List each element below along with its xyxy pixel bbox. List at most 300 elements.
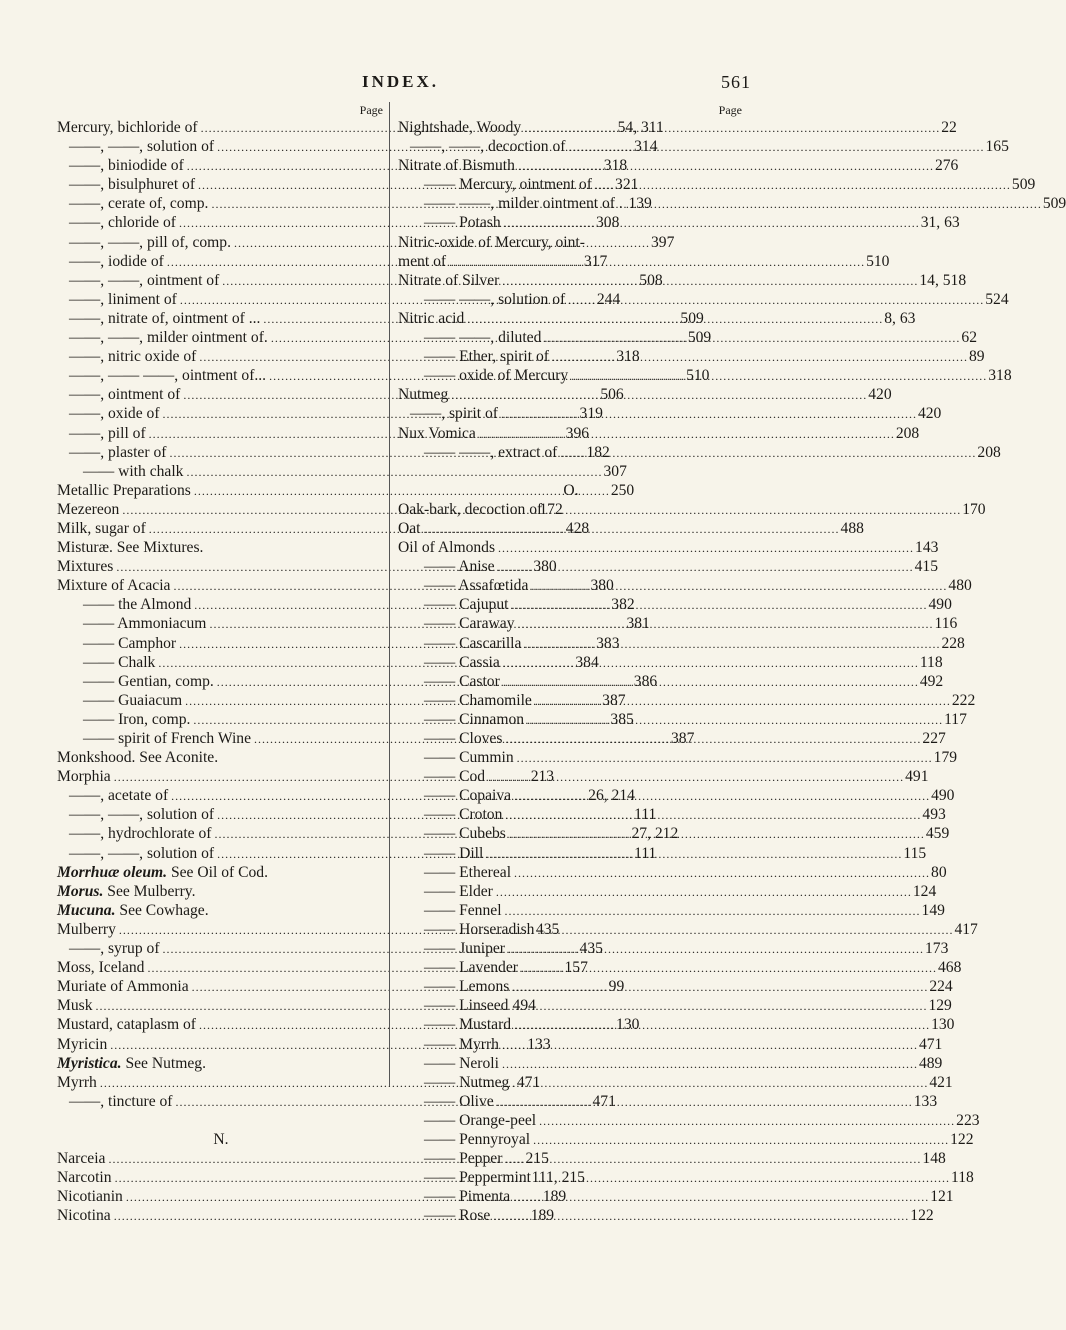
entry-term: Oat xyxy=(398,519,421,537)
entry-term: —— Lavender xyxy=(424,959,518,977)
dot-leader xyxy=(509,824,923,844)
index-entry xyxy=(398,653,943,672)
entry-term: Mezereon xyxy=(57,500,120,518)
index-entry xyxy=(398,1054,943,1073)
entry-page-ref: 8, 63 xyxy=(884,309,916,327)
index-entry xyxy=(398,710,967,729)
entry-term: —— Ether, spirit of xyxy=(424,348,549,366)
entry-page-ref: 133 xyxy=(527,1035,551,1053)
entry-page-ref: 139 xyxy=(628,195,652,213)
dot-leader xyxy=(424,519,838,539)
entry-term: Monkshood. See Aconite. xyxy=(57,749,219,767)
entry-page-ref: 133 xyxy=(913,1092,938,1110)
dot-leader xyxy=(537,920,951,940)
index-entry xyxy=(398,557,938,576)
index-entry xyxy=(398,691,976,710)
entry-term: —— Cascarilla xyxy=(424,634,522,652)
index-entry xyxy=(398,1149,946,1168)
entry-page-ref: 116 xyxy=(934,615,958,633)
entry-term: Myristica. See Nutmeg. xyxy=(57,1054,206,1072)
entry-page-ref: 435 xyxy=(535,920,560,938)
entry-term: —— Nutmeg xyxy=(424,1073,510,1091)
dot-leader xyxy=(571,366,985,386)
dot-leader xyxy=(512,977,926,997)
entry-term: —— ——, solution of xyxy=(424,290,566,308)
entry-page-ref: 380 xyxy=(533,558,557,576)
index-entry xyxy=(398,1035,943,1054)
entry-term: —— Caraway xyxy=(424,615,515,633)
entry-page-ref: 420 xyxy=(917,405,942,423)
entry-page-ref: 122 xyxy=(950,1130,974,1148)
dot-leader xyxy=(486,844,900,864)
entry-page-ref: 26, 214 xyxy=(588,787,635,805)
entry-term: Nicotina xyxy=(57,1207,111,1225)
entry-term: —— Elder xyxy=(424,882,493,900)
entry-page-ref: 143 xyxy=(915,539,939,557)
dot-leader xyxy=(503,653,917,673)
index-entry xyxy=(398,805,946,824)
entry-page-ref: 385 xyxy=(610,710,634,728)
entry-term: —— Lemons xyxy=(424,978,510,996)
entry-term: ——, bisulphuret of xyxy=(69,176,196,194)
section-letter xyxy=(57,1130,385,1149)
entry-term: —— Linseed xyxy=(424,997,509,1015)
entry-page-ref: 490 xyxy=(931,787,955,805)
dot-leader xyxy=(467,309,881,329)
entry-page-ref: 118 xyxy=(950,1169,974,1187)
entry-page-ref: 129 xyxy=(928,997,952,1015)
entry-page-ref: 115 xyxy=(903,844,927,862)
index-entry xyxy=(398,1015,955,1034)
entry-page-ref: 471 xyxy=(592,1092,616,1110)
entry-term: Morrhuæ oleum. See Oil of Cod. xyxy=(57,863,268,881)
index-entry xyxy=(398,996,952,1015)
entry-page-ref: 173 xyxy=(925,940,949,958)
entry-term: —— the Almond xyxy=(83,596,192,614)
index-entry xyxy=(398,844,927,863)
entry-term: Nitric-oxide of Mercury, oint- xyxy=(398,233,585,251)
page-number: 561 xyxy=(721,72,751,92)
entry-page-ref: 111 xyxy=(634,844,657,862)
entry-page-ref: 148 xyxy=(922,1150,946,1168)
entry-page-ref: 428 xyxy=(565,519,590,537)
entry-term: ——, ointment of xyxy=(69,386,181,404)
index-entries-right xyxy=(398,118,1066,1225)
entry-term: ——, spirit of xyxy=(410,405,498,423)
entry-term: —— Cod xyxy=(424,768,486,786)
entry-term: —— Camphor xyxy=(83,634,177,652)
entry-page-ref: 31, 63 xyxy=(920,214,960,232)
index-entry xyxy=(398,729,946,748)
entry-term: Mucuna. See Cowhage. xyxy=(57,901,209,919)
dot-leader xyxy=(498,538,912,558)
entry-page-ref: 489 xyxy=(918,1054,943,1072)
index-column-right xyxy=(398,102,1066,1225)
entry-term: —— Ammoniacum xyxy=(83,615,207,633)
index-entry xyxy=(398,443,1001,462)
entry-term: Nitrate of Bismuth xyxy=(398,157,515,175)
entry-term: —— with chalk xyxy=(83,462,184,480)
dot-leader xyxy=(552,347,966,367)
index-entry xyxy=(398,939,949,958)
index-entry xyxy=(398,1168,974,1187)
entry-term: ——, ——, decoction of xyxy=(410,138,566,156)
entry-page-ref: 492 xyxy=(919,672,944,690)
entry-page-ref: 121 xyxy=(930,1188,954,1206)
entry-term: —— Mustard xyxy=(424,1016,512,1034)
entry-term: —— Anise xyxy=(424,558,495,576)
index-entry xyxy=(398,863,947,882)
dot-leader xyxy=(524,634,938,654)
dot-leader xyxy=(524,118,938,138)
index-entry xyxy=(398,958,962,977)
entry-term: —— Cloves xyxy=(424,730,503,747)
entry-page-ref: 382 xyxy=(611,596,635,614)
entry-term: —— Croton xyxy=(424,806,503,824)
entry-term: —— ——, diluted xyxy=(424,329,542,347)
entry-term: Mercury, bichloride of xyxy=(57,119,198,136)
index-entry xyxy=(398,1130,974,1149)
entry-term: —— Chalk xyxy=(83,653,156,671)
entry-term: Misturæ. See Mixtures. xyxy=(57,539,204,557)
entry-term: Mustard, cataplasm of xyxy=(57,1016,197,1034)
entry-page-ref: 397 xyxy=(651,233,675,251)
blank-line xyxy=(57,1111,385,1130)
entry-term: —— Fennel xyxy=(424,901,502,919)
entry-page-ref: 494 xyxy=(512,997,536,1015)
entry-page-ref: 179 xyxy=(933,749,958,767)
entry-term: ——, chloride of xyxy=(69,214,176,232)
entry-term: —— Copaiva xyxy=(424,787,512,805)
index-entry xyxy=(398,538,939,557)
entry-term: —— Cummin xyxy=(424,749,514,767)
entry-page-ref: 387 xyxy=(602,691,626,709)
entry-term: —— Myrrh xyxy=(424,1035,499,1053)
index-entry xyxy=(398,672,944,691)
index-entry xyxy=(398,252,890,271)
index-entry xyxy=(57,748,385,767)
index-entry xyxy=(398,882,937,901)
entry-page-ref: 493 xyxy=(922,806,946,824)
dot-leader xyxy=(449,252,863,272)
entry-page-ref: 130 xyxy=(931,1016,955,1034)
entry-page-ref: 510 xyxy=(686,367,710,385)
entry-page-ref: 387 xyxy=(671,730,695,747)
dot-leader xyxy=(451,385,865,405)
entry-term: ——, cerate of, comp. xyxy=(69,195,209,213)
index-entry xyxy=(398,137,1009,156)
entry-page-ref: 480 xyxy=(948,577,972,595)
entry-page-ref: 172 xyxy=(539,500,563,518)
dot-leader xyxy=(521,958,935,978)
index-entry xyxy=(398,500,986,519)
entry-page-ref: 89 xyxy=(968,348,985,366)
entry-page-ref: 99 xyxy=(608,978,625,996)
index-entry xyxy=(57,462,627,481)
entry-term: Nicotianin xyxy=(57,1188,123,1206)
entry-term: ——, pill of xyxy=(69,424,146,442)
entry-page-ref: 381 xyxy=(626,615,650,633)
entry-term: ——, tincture of xyxy=(69,1092,173,1110)
entry-term: —— Rose xyxy=(424,1207,491,1225)
entry-page-ref: 508 xyxy=(639,271,663,289)
entry-page-ref: 62 xyxy=(961,329,977,347)
dot-leader xyxy=(513,1187,927,1207)
index-entry xyxy=(398,1206,934,1225)
entry-term: Metallic Preparations xyxy=(57,481,191,499)
index-entry xyxy=(398,1187,954,1206)
entry-term: Moss, Iceland xyxy=(57,959,145,977)
index-entry xyxy=(57,1054,385,1073)
index-entry xyxy=(398,767,929,786)
entry-term: Oil of Almonds xyxy=(398,539,496,557)
entry-page-ref: 471 xyxy=(918,1035,943,1053)
index-entry xyxy=(57,1015,640,1034)
entry-term: —— Mercury, ointment of xyxy=(424,176,592,194)
entry-page-ref: 319 xyxy=(579,405,603,423)
entry-page-ref: 509 xyxy=(1042,195,1066,213)
entry-page-ref: 157 xyxy=(564,959,588,977)
entry-term: ——, ——, ointment of xyxy=(69,271,220,289)
index-entry xyxy=(57,863,385,882)
entry-page-ref: 459 xyxy=(925,825,950,843)
dot-leader xyxy=(514,863,928,883)
index-entry xyxy=(398,748,958,767)
entry-term: Mulberry xyxy=(57,920,116,938)
entry-page-ref: 27, 212 xyxy=(631,825,679,843)
entry-page-ref: 170 xyxy=(962,500,986,518)
entry-page-ref: 227 xyxy=(922,730,946,747)
page-column-label: Page xyxy=(359,103,383,117)
dot-leader xyxy=(502,1054,916,1074)
entry-term: Muriate of Ammonia xyxy=(57,978,189,996)
index-entry xyxy=(398,271,967,290)
index-entry xyxy=(398,385,892,404)
index-entry xyxy=(398,347,985,366)
entry-term: ——, ——, solution of xyxy=(69,844,215,862)
entry-page-ref: 383 xyxy=(596,634,620,652)
section-letter xyxy=(398,481,744,500)
entry-page-ref: 215 xyxy=(525,1150,549,1168)
entry-term: Morus. See Mulberry. xyxy=(57,882,196,900)
dot-leader xyxy=(544,328,958,348)
dot-leader xyxy=(533,1130,947,1150)
entry-page-ref: 415 xyxy=(914,558,938,576)
page-title: INDEX. xyxy=(361,72,440,91)
entry-term: ——, acetate of xyxy=(69,787,169,805)
entry-page-ref: 490 xyxy=(928,596,952,614)
entry-page-ref: 386 xyxy=(633,672,658,690)
entry-term: —— Iron, comp. xyxy=(83,710,191,728)
dot-leader xyxy=(505,805,919,825)
dot-leader xyxy=(514,786,928,806)
dot-leader xyxy=(560,443,974,463)
entry-page-ref: 189 xyxy=(542,1188,567,1206)
dot-leader xyxy=(504,213,918,233)
entry-term: —— Chamomile xyxy=(424,691,532,709)
entry-page-ref: 318 xyxy=(603,157,628,175)
dot-leader xyxy=(496,882,910,902)
dot-leader xyxy=(568,290,982,310)
index-entry xyxy=(57,901,385,920)
entry-term: ——, nitrate of, ointment of ... xyxy=(69,309,261,327)
index-entry xyxy=(398,118,957,137)
entry-page-ref: 165 xyxy=(985,138,1009,156)
dot-leader xyxy=(498,557,912,577)
index-entry xyxy=(57,538,385,557)
index-entry xyxy=(398,824,950,843)
entry-page-ref: 117 xyxy=(944,710,967,728)
entry-term: —— Dill xyxy=(424,844,484,862)
dot-leader xyxy=(568,137,982,157)
entry-term: ment of xyxy=(398,252,447,270)
index-entry xyxy=(398,595,952,614)
dot-leader xyxy=(488,767,902,787)
index-entry xyxy=(398,328,977,347)
dot-leader xyxy=(505,729,919,749)
dot-leader xyxy=(535,691,949,711)
entry-page-ref: 321 xyxy=(615,176,639,194)
entry-term: —— Cajuput xyxy=(424,596,509,614)
entry-page-ref: 130 xyxy=(616,1016,640,1034)
entry-term: ——, ——, solution of xyxy=(69,138,215,156)
entry-term: —— ——, milder ointment of . xyxy=(424,195,623,213)
entry-page-ref: 308 xyxy=(595,214,620,232)
entry-term: —— Pennyroyal xyxy=(424,1130,531,1148)
dot-leader xyxy=(511,595,925,615)
entry-page-ref: 417 xyxy=(954,920,978,938)
entry-term: ——, oxide of xyxy=(69,405,160,423)
dot-leader xyxy=(518,614,932,634)
entry-term: —— Potash xyxy=(424,214,501,232)
entry-term: Mixtures xyxy=(57,558,114,576)
entry-term: Nutmeg xyxy=(398,386,449,404)
index-entry xyxy=(398,901,945,920)
entry-term: ——, liniment of xyxy=(69,290,177,308)
dot-leader xyxy=(626,194,1040,214)
entry-term: Myrrh xyxy=(57,1073,97,1091)
dot-leader xyxy=(502,1035,916,1055)
entry-page-ref: 380 xyxy=(590,577,614,595)
entry-page-ref: 396 xyxy=(565,424,590,442)
entry-page-ref: 435 xyxy=(579,940,603,958)
entry-term: —— Orange-peel xyxy=(424,1111,537,1129)
entry-page-ref: 182 xyxy=(586,443,610,461)
entry-term: Nightshade, Woody xyxy=(398,119,522,136)
dot-leader xyxy=(493,1206,907,1226)
dot-leader xyxy=(511,996,925,1016)
entry-page-ref: 506 xyxy=(600,386,624,404)
entry-term: ——, hydrochlorate of xyxy=(69,825,212,843)
entry-term: —— Castor xyxy=(424,672,500,690)
entry-page-ref: 524 xyxy=(985,290,1009,308)
index-entry xyxy=(398,786,955,805)
entry-term: ——, —— ——, ointment of... xyxy=(69,367,267,385)
entry-page-ref: 318 xyxy=(616,348,640,366)
entry-page-ref: 122 xyxy=(910,1207,934,1225)
entry-term: Morphia xyxy=(57,768,111,786)
dot-leader xyxy=(479,424,893,444)
index-entry xyxy=(398,194,1066,213)
entry-page-ref: 189 xyxy=(530,1207,555,1225)
dot-leader xyxy=(503,672,917,692)
entry-term: —— Neroli xyxy=(424,1054,499,1072)
dot-leader xyxy=(527,710,941,730)
entry-page-ref: 22 xyxy=(941,119,957,136)
entry-term: ——, ——, pill of, comp. xyxy=(69,233,231,251)
entry-term: —— Juniper xyxy=(424,940,505,958)
dot-leader xyxy=(539,1111,953,1131)
entry-term: —— Peppermint xyxy=(424,1169,531,1187)
dot-leader xyxy=(514,1015,928,1035)
entry-term: —— Pepper xyxy=(424,1150,503,1168)
entry-page-ref: 244 xyxy=(596,290,621,308)
entry-page-ref: 208 xyxy=(895,424,920,442)
index-entry xyxy=(398,1111,980,1130)
dot-leader xyxy=(502,271,916,291)
entry-term: Narcotin xyxy=(57,1169,112,1187)
entry-page-ref: 318 xyxy=(988,367,1012,385)
entry-page-ref: 149 xyxy=(921,901,945,919)
dot-leader xyxy=(518,156,932,176)
index-entry xyxy=(398,404,942,423)
index-entry xyxy=(57,481,635,500)
entry-term: —— Gentian, comp. xyxy=(83,672,214,690)
index-entry xyxy=(398,233,744,252)
index-entry xyxy=(398,1073,953,1092)
dot-leader xyxy=(531,1168,948,1188)
entry-page-ref: 14, 518 xyxy=(919,271,967,289)
dot-leader xyxy=(545,500,959,520)
entry-term: Oak-bark, decoction of xyxy=(398,500,543,518)
entry-page-ref: 222 xyxy=(951,691,976,709)
entry-term: —— spirit of French Wine xyxy=(83,730,251,747)
entry-term: —— Horseradish xyxy=(424,920,535,938)
entry-page-ref: 491 xyxy=(905,768,929,786)
index-entry xyxy=(398,309,916,328)
entry-page-ref: 509 xyxy=(687,329,712,347)
entry-page-ref: 224 xyxy=(929,978,953,996)
section-letter-text: O. xyxy=(563,481,579,499)
entry-term: —— Ethereal xyxy=(424,863,512,881)
index-entry xyxy=(398,156,959,175)
entry-page-ref: 208 xyxy=(977,443,1001,461)
dot-leader xyxy=(505,901,919,921)
index-entry xyxy=(398,576,972,595)
entry-term: ——, iodide of xyxy=(69,252,164,270)
entry-page-ref: 276 xyxy=(934,157,959,175)
entry-page-ref: 510 xyxy=(866,252,890,270)
dot-leader xyxy=(512,1073,926,1093)
blank-line xyxy=(398,462,744,481)
entry-page-ref: 250 xyxy=(610,481,635,499)
dot-leader xyxy=(595,175,1009,195)
index-entry xyxy=(398,634,965,653)
entry-term: Musk xyxy=(57,997,93,1015)
entry-term: —— Cassia xyxy=(424,653,500,671)
index-entry xyxy=(398,519,864,538)
dot-leader xyxy=(517,748,931,768)
entry-page-ref: 54, 311 xyxy=(617,119,664,136)
entry-term: —— Cinnamon xyxy=(424,710,525,728)
entry-term: Mixture of Acacia xyxy=(57,577,171,595)
entry-page-ref: 509 xyxy=(680,309,704,327)
dot-leader xyxy=(505,1149,919,1169)
page-header xyxy=(0,72,801,96)
entry-term: Nux Vomica xyxy=(398,424,476,442)
entry-term: —— Cubebs xyxy=(424,825,506,843)
entry-page-ref: 468 xyxy=(937,959,962,977)
